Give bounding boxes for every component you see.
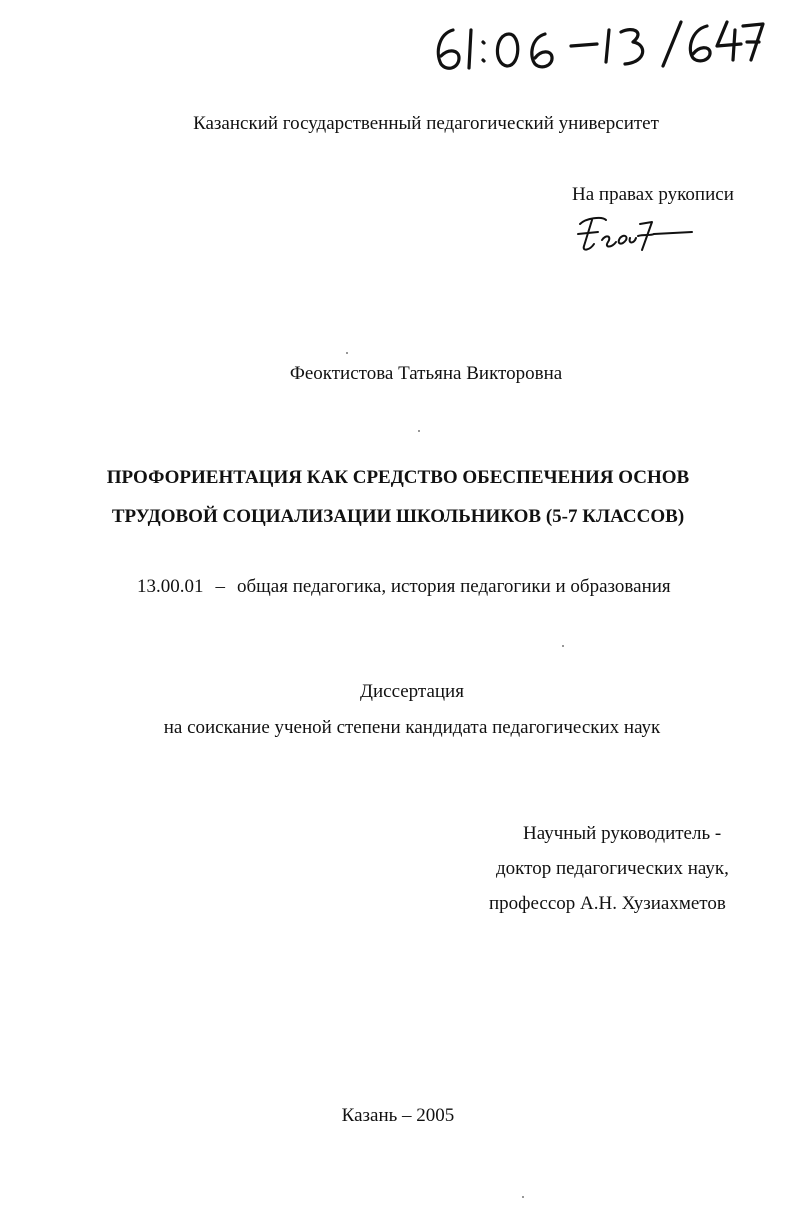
scan-speck	[562, 645, 564, 647]
university-name: Казанский государственный педагогический университет	[193, 113, 659, 134]
specialty-name: общая педагогика, история педагогики и образования	[237, 576, 671, 597]
manuscript-note: На правах рукописи	[572, 184, 734, 205]
supervisor-line-1: Научный руководитель -	[523, 823, 722, 844]
degree-description: на соискание ученой степени кандидата педагогических наук	[163, 717, 661, 738]
specialty	[137, 575, 671, 599]
document-type: Диссертация	[360, 681, 464, 702]
city-year: Казань – 2005	[341, 1105, 455, 1126]
scan-speck	[418, 430, 420, 432]
handwritten-archive-code	[425, 8, 765, 78]
handwritten-signature	[572, 210, 697, 258]
scan-speck	[522, 1196, 524, 1198]
supervisor-line-2: доктор педагогических наук,	[496, 858, 729, 879]
thesis-title-line-1: ПРОФОРИЕНТАЦИЯ КАК СРЕДСТВО ОБЕСПЕЧЕНИЯ ОСНОВ	[106, 467, 690, 488]
specialty-code: 13.00.01	[137, 576, 204, 597]
author-name: Феоктистова Татьяна Викторовна	[289, 363, 563, 384]
supervisor-line-3: профессор А.Н. Хузиахметов	[489, 893, 726, 914]
scan-speck	[346, 352, 348, 354]
specialty-dash: –	[215, 576, 225, 597]
thesis-title-line-2: ТРУДОВОЙ СОЦИАЛИЗАЦИИ ШКОЛЬНИКОВ (5-7 КЛАССОВ)	[111, 506, 685, 527]
